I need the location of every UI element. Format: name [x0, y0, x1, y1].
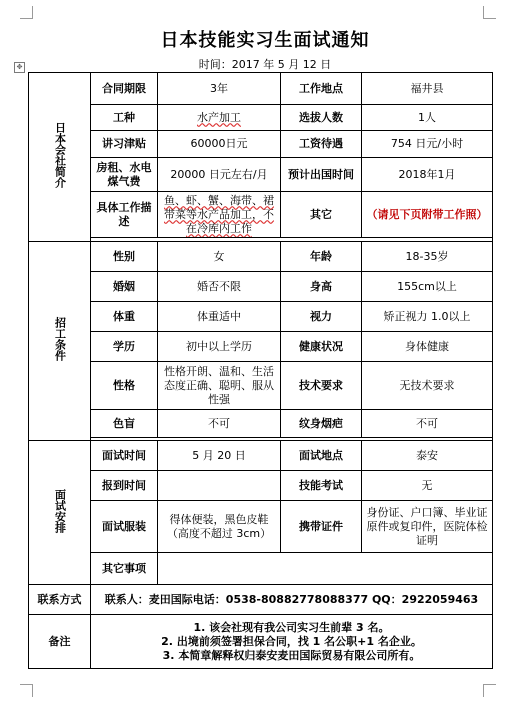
- notice-table: [28, 72, 493, 669]
- skill-test-value[interactable]: 无: [362, 471, 493, 501]
- weight-value[interactable]: 体重适中: [158, 302, 281, 332]
- tattoo-label: 纹身烟疤: [281, 410, 362, 438]
- contract-value[interactable]: 3年: [158, 73, 281, 105]
- document-title[interactable]: 日本技能实习生面试通知: [160, 30, 370, 51]
- notes-label: 备注: [29, 615, 91, 669]
- table-move-handle-icon[interactable]: ✥: [14, 62, 25, 73]
- depart-value[interactable]: 2018年1月: [362, 158, 493, 192]
- vision-value[interactable]: 矫正视力 1.0以上: [362, 302, 493, 332]
- interview-time-label: 面试时间: [91, 441, 158, 471]
- note-item: 2. 出境前须签署担保合同，找 1 名公职+1 名企业。: [161, 634, 422, 648]
- allowance-label: 讲习津贴: [91, 131, 158, 158]
- location-label: 工作地点: [281, 73, 362, 105]
- page-corner-mark: [20, 684, 33, 697]
- education-value[interactable]: 初中以上学历: [158, 332, 281, 362]
- contact-value[interactable]: 联系人：麦田国际电话：0538-80882778088377 QQ：2922059463: [91, 585, 493, 615]
- count-label: 选拔人数: [281, 105, 362, 131]
- height-value[interactable]: 155cm以上: [362, 272, 493, 302]
- job-value[interactable]: 水产加工: [158, 105, 281, 131]
- weight-label: 体重: [91, 302, 158, 332]
- contact-label: 联系方式: [29, 585, 91, 615]
- note-item: 1. 该会社现有我公司实习生前辈 3 名。: [193, 620, 390, 634]
- misc-value[interactable]: [158, 553, 493, 585]
- height-label: 身高: [281, 272, 362, 302]
- skill-req-value[interactable]: 无技术要求: [362, 362, 493, 410]
- interview-place-label: 面试地点: [281, 441, 362, 471]
- misc-label: 其它事项: [91, 553, 158, 585]
- document-date[interactable]: 时间：2017 年 5 月 12 日: [198, 58, 332, 71]
- gender-value[interactable]: 女: [158, 242, 281, 272]
- colorblind-value[interactable]: 不可: [158, 410, 281, 438]
- wage-value[interactable]: 754 日元/小时: [362, 131, 493, 158]
- section-label-interview[interactable]: 面试安排: [29, 441, 91, 585]
- job-label: 工种: [91, 105, 158, 131]
- marriage-value[interactable]: 婚否不限: [158, 272, 281, 302]
- other-label: 其它: [281, 192, 362, 238]
- documents-label: 携带证件: [281, 501, 362, 553]
- skill-test-label: 技能考试: [281, 471, 362, 501]
- personality-label: 性格: [91, 362, 158, 410]
- report-time-value[interactable]: [158, 471, 281, 501]
- marriage-label: 婚姻: [91, 272, 158, 302]
- rent-value[interactable]: 20000 日元左右/月: [158, 158, 281, 192]
- gender-label: 性别: [91, 242, 158, 272]
- interview-time-value[interactable]: 5 月 20 日: [158, 441, 281, 471]
- job-desc-label: 具体工作描述: [91, 192, 158, 238]
- allowance-value[interactable]: 60000日元: [158, 131, 281, 158]
- page-corner-mark: [483, 684, 496, 697]
- interview-place-value[interactable]: 泰安: [362, 441, 493, 471]
- section-label-company[interactable]: 日本会社简介: [29, 73, 91, 242]
- documents-value[interactable]: 身份证、户口簿、毕业证原件或复印件，医院体检证明: [362, 501, 493, 553]
- rent-label: 房租、水电煤气费: [91, 158, 158, 192]
- other-value[interactable]: （请见下页附带工作照）: [362, 192, 493, 238]
- contract-label: 合同期限: [91, 73, 158, 105]
- count-value[interactable]: 1人: [362, 105, 493, 131]
- report-time-label: 报到时间: [91, 471, 158, 501]
- education-label: 学历: [91, 332, 158, 362]
- age-value[interactable]: 18-35岁: [362, 242, 493, 272]
- vision-label: 视力: [281, 302, 362, 332]
- location-value[interactable]: 福井县: [362, 73, 493, 105]
- section-label-recruit[interactable]: 招工条件: [29, 242, 91, 441]
- dress-code-value[interactable]: 得体便装，黑色皮鞋（高度不超过 3cm）: [158, 501, 281, 553]
- age-label: 年龄: [281, 242, 362, 272]
- health-label: 健康状况: [281, 332, 362, 362]
- depart-label: 预计出国时间: [281, 158, 362, 192]
- tattoo-value[interactable]: 不可: [362, 410, 493, 438]
- dress-code-label: 面试服装: [91, 501, 158, 553]
- job-desc-value[interactable]: 鱼、虾、蟹、海带、裙带菜等水产品加工，不在冷库内工作: [158, 192, 281, 238]
- notes-list[interactable]: [91, 615, 493, 669]
- health-value[interactable]: 身体健康: [362, 332, 493, 362]
- skill-req-label: 技术要求: [281, 362, 362, 410]
- note-item: 3. 本简章解释权归泰安麦田国际贸易有限公司所有。: [162, 648, 421, 662]
- page-corner-mark: [483, 6, 496, 19]
- personality-value[interactable]: 性格开朗、温和、生活态度正确、聪明、服从性强: [158, 362, 281, 410]
- wage-label: 工资待遇: [281, 131, 362, 158]
- colorblind-label: 色盲: [91, 410, 158, 438]
- page-corner-mark: [20, 6, 33, 19]
